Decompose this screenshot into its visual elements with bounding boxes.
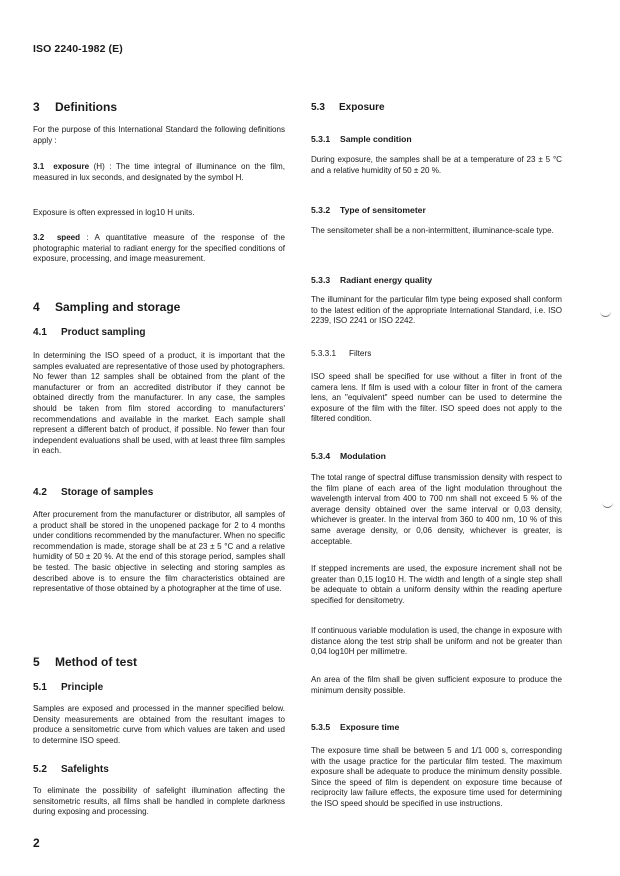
definition-term: exposure (53, 162, 90, 171)
section-title: Type of sensitometer (340, 205, 426, 215)
modulation-paragraph-3: If continuous variable modulation is used, the change in exposure with distance along the test strip shall be uniform and not be greater than 0,04 log10H per millimetre. (311, 626, 562, 657)
section-number: 4.2 (33, 487, 47, 498)
definitions-intro: For the purpose of this International Standard the following definitions apply : (33, 125, 285, 145)
section-title: Principle (61, 682, 104, 693)
sample-condition-text: During exposure, the samples shall be at a temperature of 23 ± 5 °C and a relative humidity of 50 ± 20 %. (311, 155, 562, 175)
safelights-text: To eliminate the possibility of safelight illumination affecting the sensitometric results, all films shall be handled in complete darkness during exposing and processing. (33, 786, 285, 817)
principle-text: Samples are exposed and processed in the manner specified below. Density measurements are obtained from the resultant images to produce a sensitometric curve from which values are taken and used to determine ISO speed. (33, 704, 285, 745)
modulation-paragraph-1: The total range of spectral diffuse transmission density with respect to the film plane of each area of the light modulation throughout the wavelength interval from 400 to 700 nm shall not exceed 5 % of the average density obtained over the same interval or 0,03 density, whichever is greater. In the interval from 360 to 400 nm, 10 % of this same average density, or 0,06 density, whichever is greater, is acceptable. (311, 473, 562, 546)
section-5-3-3-1-heading (311, 349, 562, 358)
modulation-paragraph-2: If stepped increments are used, the exposure increment shall not be greater than 0,15 log10 H. The width and length of a single step shall be adequate to obtain a uniform density within the reading aperture specified for densitometry. (311, 564, 562, 605)
section-number: 5.3.3 (311, 275, 331, 285)
exposure-time-text: The exposure time shall be between 5 and 1/1 000 s, corresponding with the usage practice for the particular film tested. The maximum exposure shall be adequate to produce the minimum density possible. Since the speed of film is dependent on exposure time because of reciprocity law failure effects, the exposure time used for determining the ISO speed should be specified in use instructions. (311, 746, 562, 808)
exposure-note: Exposure is often expressed in log10 H units. (33, 208, 195, 217)
section-5-3-heading (311, 102, 562, 113)
section-4-2-heading (33, 487, 285, 498)
section-title: Exposure (339, 102, 385, 113)
section-5-2-heading (33, 764, 285, 775)
product-sampling-text: In determining the ISO speed of a product, it is important that the samples evaluated are representative of those used by photographers. No fewer than 12 samples shall be obtained from the plant of the manufacturer or from an accredited distributor if they cannot be obtained directly from the manufacturer. In any case, the samples should be taken from film stored according to manufacturers' recommendations and available in the market. Each sample shall represent a different batch of product, if possible. No fewer than four independent evaluations shall be used, with at least three film samples in each. (33, 351, 285, 456)
page-number: 2 (33, 836, 40, 850)
section-number: 5.3 (311, 102, 325, 113)
section-number: 5.3.3.1 (311, 349, 337, 358)
sensitometer-type-text: The sensitometer shall be a non-intermittent, illuminance-scale type. (311, 226, 554, 235)
section-title: Sample condition (340, 134, 412, 144)
section-title: Safelights (61, 764, 109, 775)
section-5-3-2-heading (311, 205, 562, 215)
margin-mark (602, 502, 613, 508)
section-title: Radiant energy quality (340, 275, 433, 285)
section-title: Storage of samples (61, 487, 154, 498)
section-number: 3 (33, 100, 40, 114)
section-title: Exposure time (340, 722, 400, 732)
section-3-heading (33, 100, 285, 114)
filters-text: ISO speed shall be specified for use without a filter in front of the camera lens. If film is used with a colour filter in front of the camera lens, an "equivalent" speed number can be used to determine the exposure of the film with the filter. ISO speed does not apply to the filtered condition. (311, 372, 562, 424)
section-number: 5.3.1 (311, 134, 331, 144)
section-number: 5.3.2 (311, 205, 331, 215)
document-header: ISO 2240-1982 (E) (33, 43, 123, 55)
definition-number: 3.1 (33, 162, 45, 171)
definition-text: : A quantitative measure of the response of the photographic material to radiant energy for the specified conditions of exposure, processing, and image measurement. (33, 233, 285, 264)
margin-mark (600, 311, 611, 317)
section-number: 5.3.5 (311, 722, 331, 732)
section-title: Modulation (340, 451, 386, 461)
storage-of-samples-text: After procurement from the manufacturer or distributor, all samples of a product shall be stored in the unopened package for 2 to 4 months under conditions recommended by the manufacturer. When no specific recommendation is made, storage shall be at 23 ± 5 °C and a relative humidity of 50 ± 20 %. At the end of this storage period, samples shall be tested. The basic objective in selecting and storing samples as described above is to ensure the film characteristics obtained are representative of those obtained by a photographer at the time of use. (33, 510, 285, 594)
definition-term: speed (56, 233, 81, 242)
definition-text: (H) : The time integral of illuminance on the film, measured in lux seconds, and designated by the symbol H. (33, 162, 285, 182)
section-number: 4.1 (33, 327, 47, 338)
section-number: 5.1 (33, 682, 47, 693)
section-5-3-1-heading (311, 134, 562, 144)
section-5-heading (33, 655, 285, 669)
section-4-1-heading (33, 327, 285, 338)
section-4-heading (33, 300, 285, 314)
section-title: Definitions (55, 100, 117, 114)
definition-3-2 (33, 233, 285, 265)
section-number: 5 (33, 655, 40, 669)
section-5-1-heading (33, 682, 285, 693)
section-5-3-4-heading (311, 451, 562, 461)
section-number: 4 (33, 300, 40, 314)
section-5-3-5-heading (311, 722, 562, 732)
section-title: Product sampling (61, 327, 146, 338)
modulation-paragraph-4: An area of the film shall be given sufficient exposure to produce the minimum density possible. (311, 675, 562, 695)
definition-3-1 (33, 162, 285, 183)
section-title: Filters (349, 349, 372, 358)
section-number: 5.3.4 (311, 451, 331, 461)
section-title: Method of test (55, 655, 137, 669)
section-title: Sampling and storage (55, 300, 181, 314)
radiant-energy-text: The illuminant for the particular film type being exposed shall conform to the latest edition of the appropriate International Standard, i.e. ISO 2239, ISO 2241 or ISO 2242. (311, 295, 562, 326)
definition-number: 3.2 (33, 233, 45, 242)
section-5-3-3-heading (311, 275, 562, 285)
section-number: 5.2 (33, 764, 47, 775)
